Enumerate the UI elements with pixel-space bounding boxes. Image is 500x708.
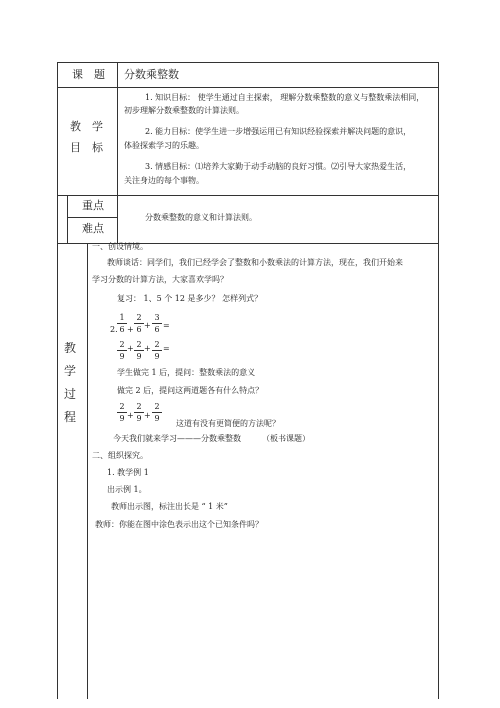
row-divider-1 [57, 87, 439, 88]
fraction-denominator: 9 [154, 352, 160, 361]
goal-2-line-1: 2. 能力目标：使学生进一步增强运用已有知识经验探索并解决问题的意识， [145, 127, 412, 136]
fraction-denominator: 6 [136, 325, 142, 334]
fraction [117, 313, 127, 334]
fraction-numerator: 2 [119, 402, 125, 411]
fraction [152, 313, 162, 334]
keypoint-divider [67, 217, 117, 218]
topic-label: 课 题 [72, 68, 105, 81]
fraction-bar [134, 412, 144, 413]
after-exercise-2-question: 做完 2 后，提问这两道题各有什么特点？ [117, 386, 264, 395]
fraction-numerator: 2 [119, 340, 125, 349]
plus-operator: + [144, 321, 151, 330]
keypoint-left-divider [67, 195, 68, 243]
table-col-divider [117, 62, 118, 243]
fraction [117, 402, 127, 423]
goal-1-line-1: 1. 知识目标： 使学生通过自主探索， 理解分数乘整数的意义与整数乘法相同， [145, 93, 425, 102]
simpler-method-question: 这道有没有更简便的方法呢？ [176, 419, 280, 428]
fraction-denominator: 9 [136, 414, 142, 423]
fraction [152, 340, 162, 361]
section-2-heading: 二、组织探究。 [92, 451, 148, 460]
fraction-numerator: 2 [136, 313, 142, 322]
board-note: （板书课题） [262, 434, 310, 443]
fraction [134, 313, 144, 334]
topic-value: 分数乘整数 [124, 68, 179, 81]
fraction-bar [134, 350, 144, 351]
fraction-bar [152, 323, 162, 324]
fraction-denominator: 9 [119, 414, 125, 423]
fraction-denominator: 6 [154, 325, 160, 334]
table-left-border [57, 62, 58, 699]
exercise-2-prefix: 2. [110, 325, 118, 334]
row-divider-2 [57, 195, 439, 196]
fraction-denominator: 9 [119, 352, 125, 361]
plus-operator: + [127, 325, 134, 334]
fraction-bar [152, 412, 162, 413]
fraction-bar [117, 412, 127, 413]
fraction-numerator: 1 [119, 313, 125, 322]
fraction-numerator: 2 [154, 340, 160, 349]
fraction [117, 340, 127, 361]
plus-operator: + [127, 344, 134, 353]
fraction-bar [117, 350, 127, 351]
process-label-char-2: 学 [64, 364, 77, 378]
process-label-char-4: 程 [64, 410, 77, 424]
equals-sign: = [163, 344, 170, 353]
process-label-char-1: 教 [64, 341, 77, 355]
fraction-bar [117, 323, 127, 324]
fraction-bar [152, 350, 162, 351]
goal-3-line-2: 关注身边的每个事物。 [124, 176, 204, 185]
fraction [134, 340, 144, 361]
goals-label-1: 教 学 [70, 120, 103, 133]
key-point-content: 分数乘整数的意义和计算法则。 [145, 213, 257, 222]
plus-operator: + [127, 411, 134, 420]
goal-1-line-2: 初步理解分数乘整数的计算法则。 [124, 106, 244, 115]
difficulty-label: 难点 [82, 222, 104, 235]
section-1-heading: 一、创设情境。 [92, 242, 148, 251]
fraction-numerator: 2 [136, 402, 142, 411]
process-col-divider [87, 243, 88, 699]
table-top-border [57, 62, 439, 63]
table-right-border [438, 62, 439, 699]
fraction-denominator: 9 [136, 352, 142, 361]
show-example-1: 出示例 1。 [107, 485, 147, 494]
intro-line-2: 学习分数的计算方法，大家喜欢学吗？ [92, 275, 228, 284]
goal-3-line-1: 3. 情感目标：⑴培养大家勤于动手动脑的良好习惯。⑵引导大家热爱生活， [145, 162, 412, 171]
plus-operator: + [144, 411, 151, 420]
plus-operator: + [144, 344, 151, 353]
fraction-numerator: 2 [136, 340, 142, 349]
fraction [134, 402, 144, 423]
goals-label-2: 目 标 [70, 141, 103, 154]
key-point-label: 重点 [82, 199, 104, 212]
intro-line-1: 教师谈话：同学们，我们已经学会了整数和小数乘法的计算方法，现在，我们开始来 [107, 258, 403, 267]
fraction-denominator: 6 [119, 325, 125, 334]
fraction-bar [134, 323, 144, 324]
teacher-show-figure: 教师出示图，标注出长是 “ 1 米” [111, 502, 228, 511]
today-topic-line: 今天我们就来学习———分数乘整数 [113, 434, 241, 443]
teacher-ask-line: 教师：你能在图中涂色表示出这个已知条件吗？ [95, 520, 263, 529]
fraction-numerator: 2 [154, 402, 160, 411]
example-1-title: 1. 教学例 1 [107, 468, 149, 477]
review-question: 复习： 1、5 个 12 是多少？ 怎样列式？ [117, 294, 263, 303]
fraction-numerator: 3 [154, 313, 160, 322]
fraction [152, 402, 162, 423]
student-line: 学生做完 1 后，提问：整数乘法的意义 [117, 368, 256, 377]
fraction-denominator: 9 [154, 414, 160, 423]
equals-sign: = [163, 321, 170, 330]
process-label-char-3: 过 [64, 387, 77, 401]
goal-2-line-2: 体验探索学习的乐趣。 [124, 141, 204, 150]
